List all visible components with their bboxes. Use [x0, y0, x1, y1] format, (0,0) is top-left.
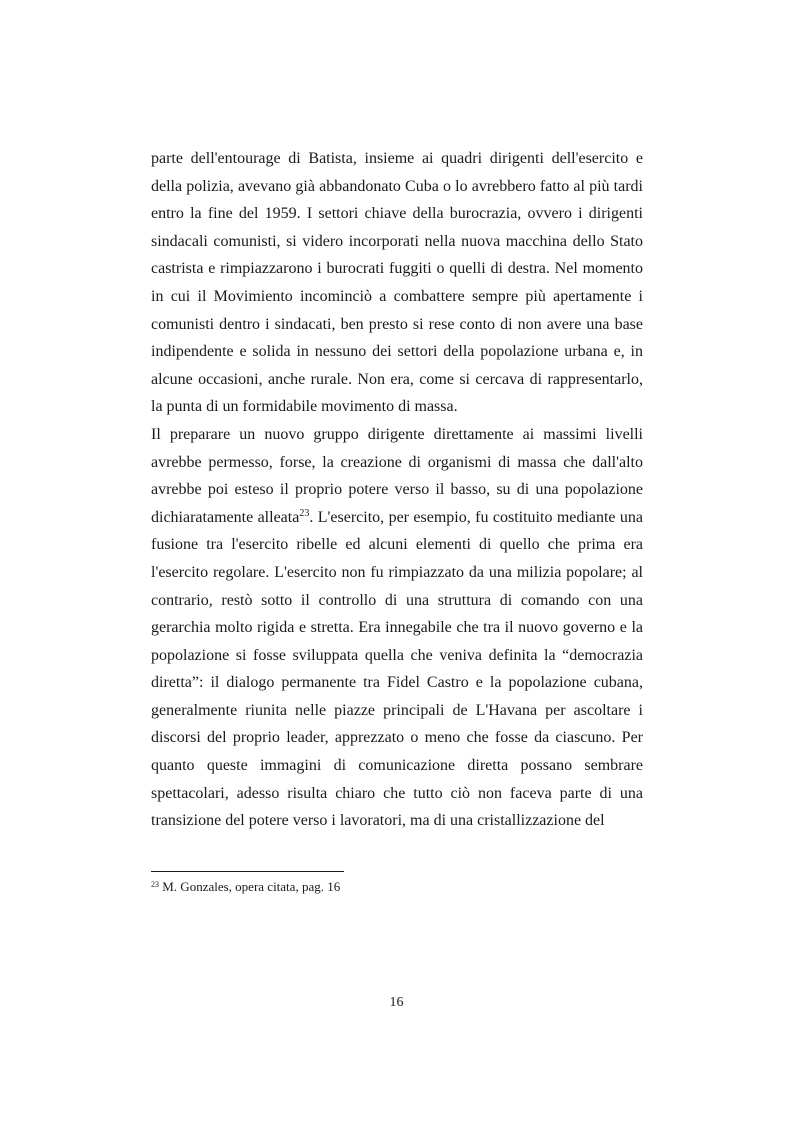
- page-body: [151, 145, 643, 835]
- paragraph-2-text-end: . L'esercito, per esempio, fu costituito mediante una fusione tra l'esercito ribelle ed alcuni elementi di quello che prima era l'esercito regolare. L'esercito non fu rimpiazzato da una milizia popolare; al contrario, restò sotto il controllo di una struttura di comando con una gerarchia molto rigida e stretta. Era innegabile che tra il nuovo governo e la popolazione si fosse sviluppata quella che veniva definita la “democrazia diretta”: il dialogo permanente tra Fidel Castro e la popolazione cubana, generalmente riunita nelle piazze principali de L'Havana per ascoltare i discorsi del proprio leader, apprezzato o meno che fosse da ciascuno. Per quanto queste immagini di comunicazione diretta possano sembrare spettacolari, adesso risulta chiaro che tutto ciò non faceva parte di una transizione del potere verso i lavoratori, ma di una cristallizzazione del: [151, 508, 644, 830]
- footnote: [151, 879, 340, 895]
- footnote-text: M. Gonzales, opera citata, pag. 16: [159, 879, 341, 894]
- footnote-number: 23: [151, 880, 159, 889]
- footnote-reference[interactable]: 23: [299, 507, 310, 519]
- footnote-divider: [151, 871, 344, 872]
- page-number: 16: [389, 995, 404, 1010]
- paragraph-2-text-start: Il preparare un nuovo gruppo dirigente direttamente ai massimi livelli avrebbe permesso, forse, la creazione di organismi di massa che dall'alto avrebbe poi esteso il proprio potere verso il basso, su di una popolazione dichiaratamente alleata: [151, 425, 643, 526]
- paragraph-2: [151, 421, 643, 835]
- paragraph-1: parte dell'entourage di Batista, insieme ai quadri dirigenti dell'esercito e della polizia, avevano già abbandonato Cuba o lo avrebbero fatto al più tardi entro la fine del 1959. I settori chiave della burocrazia, ovvero i dirigenti sindacali comunisti, si videro incorporati nella nuova macchina dello Stato castrista e rimpiazzarono i burocrati fuggiti o quelli di destra. Nel momento in cui il Movimiento incominciò a combattere sempre più apertamente i comunisti dentro i sindacati, ben presto si rese conto di non avere una base indipendente e solida in nessuno dei settori della popolazione urbana e, in alcune occasioni, anche rurale. Non era, come si cercava di rappresentarlo, la punta di un formidabile movimento di massa.: [151, 150, 643, 416]
